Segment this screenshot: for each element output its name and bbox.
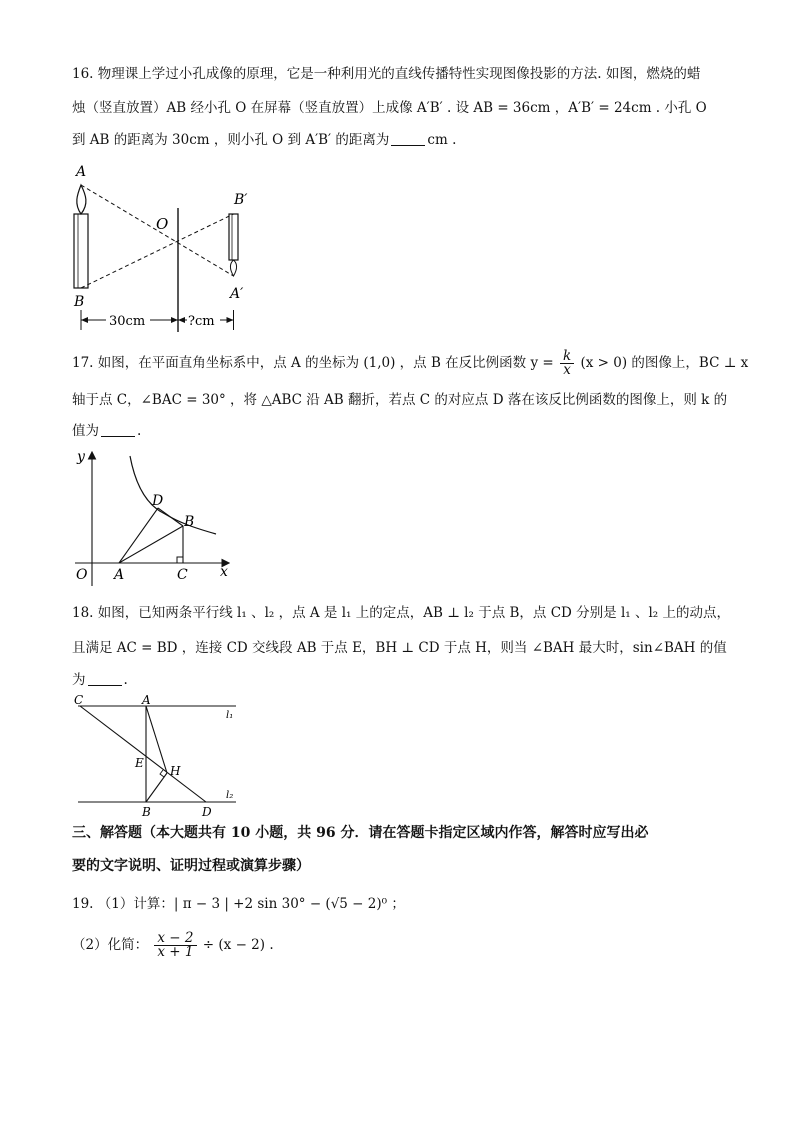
seg-AD xyxy=(119,508,158,563)
right-angle-mark xyxy=(177,557,183,563)
q17-frac-den: x xyxy=(563,362,571,378)
label-y: y xyxy=(77,449,85,465)
dim-arrow-4 xyxy=(227,317,234,323)
q17-line2: 轴于点 C，∠BAC = 30° ，将 △ABC 沿 AB 翻折，若点 C 的对应点 D 落在该反比例函数的图像上，则 k 的 xyxy=(72,392,728,408)
q18-line3-text: 为 xyxy=(72,672,86,688)
q16-line3 xyxy=(72,130,456,150)
seg-AH xyxy=(146,706,167,773)
label-B: B xyxy=(142,805,151,819)
label-O: O xyxy=(156,215,169,233)
q16-line3-unit: cm . xyxy=(427,132,457,148)
q16-figure xyxy=(62,160,262,335)
q18-line3-tail: . xyxy=(123,672,128,688)
q18-answer-blank[interactable] xyxy=(88,671,122,686)
q18-figure xyxy=(68,694,248,819)
label-C: C xyxy=(177,567,188,583)
q17-answer-blank[interactable] xyxy=(101,422,135,437)
label-A: A xyxy=(142,694,151,707)
dim-arrow-3 xyxy=(178,317,185,323)
q17-line1-tail: (x > 0) 的图像上，BC ⊥ x xyxy=(580,355,749,371)
seg-BH xyxy=(146,773,167,802)
label-D: D xyxy=(152,493,164,509)
right-angle-H xyxy=(160,770,164,777)
dim-left-label: 30cm xyxy=(109,314,146,329)
q18-line1: 18. 如图，已知两条平行线 l₁ 、l₂ ，点 A 是 l₁ 上的定点，AB ⊥ l₂ 于点 B，点 CD 分别是 l₁ 、l₂ 上的动点， xyxy=(72,605,730,621)
q17-line1 xyxy=(72,348,749,378)
q19-part2-text: （2）化简： xyxy=(72,937,149,953)
section3-line2: 要的文字说明、证明过程或演算步骤） xyxy=(72,858,310,874)
q17-line1-text: 17. 如图，在平面直角坐标系中，点 A 的坐标为 (1,0) ，点 B 在反比例函数 y = xyxy=(72,355,554,371)
dim-arrow-2 xyxy=(171,317,178,323)
q17-line3 xyxy=(72,421,141,441)
seg-AB xyxy=(119,526,183,563)
q19-frac-num: x − 2 xyxy=(154,932,196,946)
q19-frac-den: x + 1 xyxy=(157,944,194,960)
q17-fraction xyxy=(560,350,574,377)
label-O: O xyxy=(76,567,88,583)
image-candle xyxy=(229,214,238,260)
dim-right-label: ?cm xyxy=(188,314,215,329)
q19-part2-tail: ÷ (x − 2) . xyxy=(202,937,274,953)
flame-icon xyxy=(77,185,86,214)
q17-figure xyxy=(70,448,240,588)
label-E: E xyxy=(135,756,144,770)
q17-line3-tail: . xyxy=(137,423,142,439)
q19-part1: 19. （1）计算：| π − 3 | +2 sin 30° − (√5 − 2)⁰ ； xyxy=(72,896,405,912)
q16-answer-blank[interactable] xyxy=(391,131,425,146)
label-D: D xyxy=(202,805,212,819)
hyperbola-curve xyxy=(130,456,216,534)
label-H: H xyxy=(170,764,181,778)
q18-line3 xyxy=(72,670,128,690)
label-A: A xyxy=(76,164,87,180)
q19-part2 xyxy=(72,928,274,962)
seg-DB xyxy=(158,508,183,526)
q16-line3-text: 到 AB 的距离为 30cm ，则小孔 O 到 A′B′ 的距离为 xyxy=(72,132,390,148)
q18-line2: 且满足 AC = BD ，连接 CD 交线段 AB 于点 E，BH ⊥ CD 于点 H，则当 ∠BAH 最大时，sin∠BAH 的值 xyxy=(72,640,727,656)
label-Bp: B′ xyxy=(234,192,248,208)
q17-frac-num: k xyxy=(560,350,574,364)
seg-CD xyxy=(80,706,206,802)
q16-line2: 烛（竖直放置）AB 经小孔 O 在屏幕（竖直放置）上成像 A′B′ . 设 AB = 36cm ，A′B′ = 24cm . 小孔 O xyxy=(72,100,707,116)
q19-fraction xyxy=(154,932,196,959)
q17-line3-text: 值为 xyxy=(72,423,99,439)
label-l1: l₁ xyxy=(226,710,234,721)
image-flame-icon xyxy=(230,260,236,276)
dim-arrow-1 xyxy=(81,317,88,323)
label-Ap: A′ xyxy=(230,286,244,302)
label-x: x xyxy=(220,564,228,580)
label-l2: l₂ xyxy=(226,790,234,801)
label-A: A xyxy=(114,567,125,583)
label-B: B xyxy=(184,514,195,530)
section3-line1: 三、解答题（本大题共有 10 小题，共 96 分．请在答题卡指定区域内作答，解答时应写出必 xyxy=(72,825,649,841)
label-B: B xyxy=(74,294,85,310)
candle-body xyxy=(74,214,88,288)
q16-line1: 16. 物理课上学过小孔成像的原理，它是一种利用光的直线传播特性实现图像投影的方法. 如图，燃烧的蜡 xyxy=(72,66,701,82)
label-C: C xyxy=(74,694,84,707)
